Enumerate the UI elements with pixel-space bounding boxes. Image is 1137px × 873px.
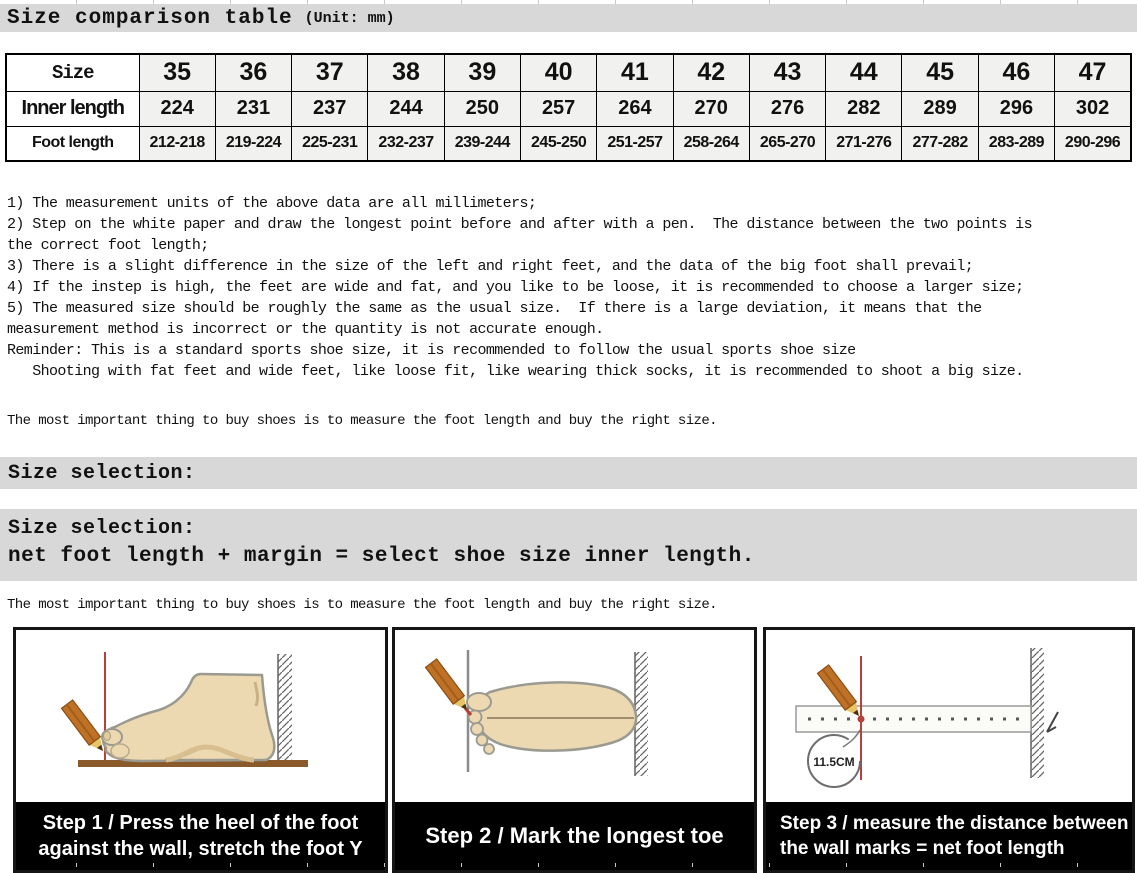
- note-line: 3) There is a slight difference in the size of the left and right feet, and the data of the big foot shall prevail;: [7, 258, 974, 275]
- step2-caption: [395, 802, 754, 870]
- size-comparison-table: [5, 53, 1132, 162]
- row-label-size: Size: [6, 54, 139, 91]
- ruler-icon: [796, 706, 1031, 732]
- mark-dot: [858, 716, 865, 723]
- table-row-inner-length: [6, 91, 1131, 126]
- inner-length-cell: 264: [597, 91, 673, 126]
- note-line: 1) The measurement units of the above data are all millimeters;: [7, 195, 537, 212]
- step1-caption-line2: against the wall, stretch the foot Y: [38, 838, 363, 860]
- foot-length-cell: 212-218: [139, 126, 215, 161]
- inner-length-cell: 270: [673, 91, 749, 126]
- size-header-cell: 41: [597, 54, 673, 91]
- step1-caption-line1: Step 1 / Press the heel of the foot: [42, 812, 359, 834]
- note-line: Shooting with fat feet and wide feet, like loose fit, like wearing thick socks, it is recommended to shoot a big size.: [7, 363, 1024, 380]
- note-line: Reminder: This is a standard sports shoe size, it is recommended to follow the usual sports shoe size: [7, 342, 856, 359]
- inner-length-cell: 282: [826, 91, 902, 126]
- wall-hatch: [1031, 648, 1044, 778]
- wall-mark-arrow: [1047, 712, 1058, 732]
- inner-length-cell: 296: [978, 91, 1054, 126]
- note-line: the correct foot length;: [7, 237, 209, 254]
- size-header-cell: 39: [444, 54, 520, 91]
- step3-caption-line1: Step 3 / measure the distance between: [780, 813, 1129, 834]
- inner-length-cell: 289: [902, 91, 978, 126]
- foot-length-cell: 245-250: [520, 126, 596, 161]
- foot-length-cell: 225-231: [292, 126, 368, 161]
- inner-length-cell: 257: [520, 91, 596, 126]
- inner-length-cell: 224: [139, 91, 215, 126]
- size-header-cell: 44: [826, 54, 902, 91]
- step2-caption-line1: Step 2 / Mark the longest toe: [425, 823, 724, 848]
- important-note-repeat: The most important thing to buy shoes is to measure the foot length and buy the right size.: [7, 597, 717, 613]
- note-line: 4) If the instep is high, the feet are wide and fat, and you like to be loose, it is recommended to choose a larger size;: [7, 279, 1024, 296]
- size-selection-band: [0, 457, 1137, 489]
- size-header-cell: 42: [673, 54, 749, 91]
- foot-length-cell: 271-276: [826, 126, 902, 161]
- step3-caption: [766, 802, 1132, 870]
- step3-panel: [763, 627, 1135, 873]
- size-header-cell: 36: [215, 54, 291, 91]
- size-selection-block-heading: Size selection:: [8, 517, 196, 540]
- inner-length-cell: 244: [368, 91, 444, 126]
- step2-image: [395, 630, 754, 802]
- foot-length-cell: 290-296: [1055, 126, 1131, 161]
- step2-panel: [392, 627, 757, 873]
- step1-panel: [13, 627, 388, 873]
- step3-image: [766, 630, 1132, 802]
- step3-illustration: [766, 630, 1132, 802]
- table-row-foot-length: [6, 126, 1131, 161]
- foot-top-icon: [467, 682, 636, 754]
- foot-side-icon: [102, 674, 274, 761]
- inner-length-cell: 250: [444, 91, 520, 126]
- spreadsheet-gridline-ticks-bottom: [0, 863, 1137, 867]
- size-selection-heading: Size selection:: [8, 461, 196, 485]
- step2-illustration: [395, 630, 754, 802]
- page-title: Size comparison table: [7, 6, 293, 30]
- title-band: [0, 4, 1137, 32]
- step1-caption: [16, 802, 385, 870]
- size-header-cell: 43: [749, 54, 825, 91]
- size-header-cell: 45: [902, 54, 978, 91]
- size-header-cell: 46: [978, 54, 1054, 91]
- foot-length-cell: 239-244: [444, 126, 520, 161]
- step-panels: [0, 627, 1137, 873]
- inner-length-cell: 237: [292, 91, 368, 126]
- inner-length-cell: 276: [749, 91, 825, 126]
- foot-length-cell: 283-289: [978, 126, 1054, 161]
- size-header-cell: 40: [520, 54, 596, 91]
- inner-length-cell: 302: [1055, 91, 1131, 126]
- wall-hatch: [278, 654, 292, 762]
- foot-length-cell: 232-237: [368, 126, 444, 161]
- inner-length-cell: 231: [215, 91, 291, 126]
- foot-length-cell: 258-264: [673, 126, 749, 161]
- step1-illustration: [16, 630, 385, 802]
- step3-caption-line2: the wall marks = net foot length: [780, 838, 1065, 859]
- pencil-icon: [62, 700, 109, 756]
- size-selection-formula: net foot length + margin = select shoe size inner length.: [8, 545, 755, 568]
- step1-image: [16, 630, 385, 802]
- note-line: measurement method is incorrect or the quantity is not accurate enough.: [7, 321, 604, 338]
- foot-length-cell: 219-224: [215, 126, 291, 161]
- size-header-cell: 37: [292, 54, 368, 91]
- size-header-cell: 35: [139, 54, 215, 91]
- size-header-cell: 47: [1055, 54, 1131, 91]
- ruler-measurement-label: 11.5CM: [813, 755, 855, 769]
- foot-length-cell: 265-270: [749, 126, 825, 161]
- row-label-inner-length: Inner length: [6, 91, 139, 126]
- measurement-notes: [0, 193, 1137, 382]
- foot-length-cell: 277-282: [902, 126, 978, 161]
- title-unit-note: (Unit: mm): [304, 9, 395, 27]
- size-selection-block: [0, 509, 1137, 581]
- size-header-cell: 38: [368, 54, 444, 91]
- measurement-callout: [808, 730, 860, 787]
- pencil-icon: [426, 659, 473, 715]
- row-label-foot-length: Foot length: [6, 126, 139, 161]
- important-note: The most important thing to buy shoes is to measure the foot length and buy the right size.: [7, 413, 717, 429]
- foot-length-cell: 251-257: [597, 126, 673, 161]
- table-row-sizes: [6, 54, 1131, 91]
- note-line: 2) Step on the white paper and draw the longest point before and after with a pen. The distance between the two points is: [7, 216, 1032, 233]
- note-line: 5) The measured size should be roughly the same as the usual size. If there is a large deviation, it means that the: [7, 300, 982, 317]
